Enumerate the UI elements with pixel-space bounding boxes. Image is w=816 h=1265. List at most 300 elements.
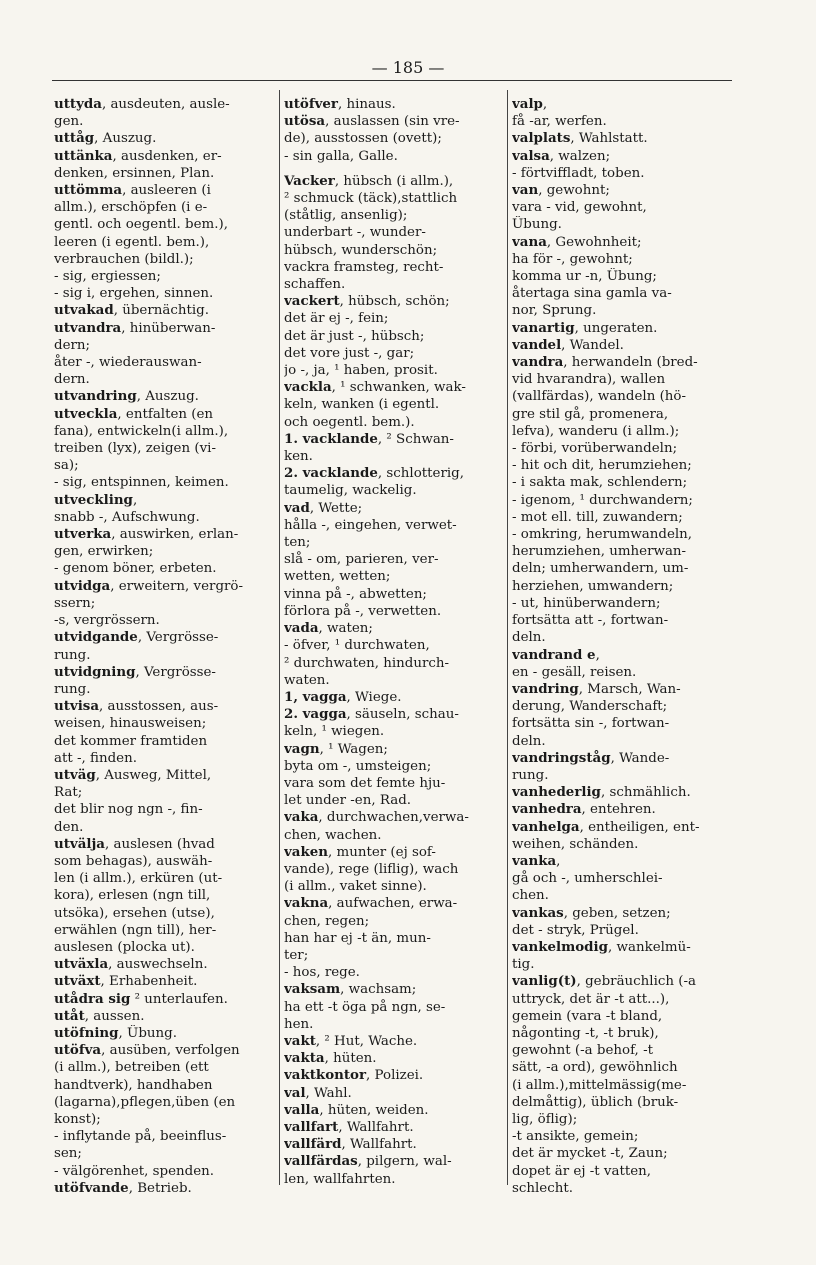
entry-text: deln. <box>512 630 546 646</box>
headword: utöfva <box>54 1042 102 1059</box>
entry-line <box>512 560 737 577</box>
entry-line <box>284 999 504 1016</box>
entry-text: allm.), erschöpfen (i e- <box>54 200 208 216</box>
entry-text: slå - om, parieren, ver- <box>284 552 439 568</box>
entry-headword-line <box>512 148 737 165</box>
entry-headword-line <box>54 767 276 784</box>
entry-headword-line <box>512 234 737 251</box>
entry-line <box>54 1094 276 1111</box>
headword: uttänka <box>54 147 113 164</box>
entry-line <box>54 784 276 801</box>
entry-text: schlecht. <box>512 1180 573 1196</box>
entry-line <box>284 913 504 930</box>
headword: vandra <box>512 354 564 371</box>
entry-text: len, wallfahrten. <box>284 1171 396 1187</box>
headword: utvälja <box>54 835 105 852</box>
entry-line <box>54 234 276 251</box>
headword: utådra sig <box>54 990 131 1007</box>
entry-text: dern. <box>54 372 90 388</box>
entry-line <box>54 595 276 612</box>
entry-line <box>512 285 737 302</box>
entry-line <box>512 922 737 939</box>
entry-text: gre stil gå, promenera, <box>512 406 669 422</box>
entry-line <box>512 509 737 526</box>
entry-text: , Wandel. <box>561 337 624 353</box>
entry-text: lig, öflig); <box>512 1111 578 1127</box>
entry-text: , auslesen (hvad <box>105 836 215 852</box>
entry-text: , auswechseln. <box>108 957 208 973</box>
entry-text: , gewohnt; <box>538 183 610 199</box>
headword: vallfärd <box>284 1136 342 1153</box>
entry-line <box>284 637 504 654</box>
entry-line <box>284 1016 504 1033</box>
entry-line <box>512 887 737 904</box>
headword: van <box>512 182 539 199</box>
entry-text: Übung. <box>512 217 562 233</box>
headword: vakta <box>284 1050 325 1067</box>
entry-headword-line <box>54 698 276 715</box>
entry-line <box>512 715 737 732</box>
headword: vaken <box>284 843 328 860</box>
entry-line <box>512 1094 737 1111</box>
entry-headword-line <box>284 113 504 130</box>
entry-text: , walzen; <box>549 148 611 164</box>
entry-text: , aussen. <box>84 1008 145 1024</box>
entry-text: - välgörenhet, spenden. <box>54 1163 215 1179</box>
entry-line <box>54 560 276 577</box>
entry-text: weisen, hinausweisen; <box>54 716 207 732</box>
entry-text: - sin galla, Galle. <box>284 148 398 164</box>
entry-line <box>54 647 276 664</box>
entry-headword-line <box>54 1042 276 1059</box>
entry-line <box>512 113 737 130</box>
entry-text: jo -, ja, ¹ haben, prosit. <box>284 363 438 379</box>
entry-text: taumelig, wackelig. <box>284 483 417 499</box>
entry-line <box>54 165 276 182</box>
entry-text: - sig, entspinnen, keimen. <box>54 475 229 491</box>
entry-line <box>512 664 737 681</box>
entry-line <box>512 836 737 853</box>
entry-text: , schmählich. <box>600 785 691 801</box>
headword: vanhelga <box>512 818 580 835</box>
entry-line <box>54 285 276 302</box>
entry-line <box>284 396 504 413</box>
entry-text: , Ausweg, Mittel, <box>95 767 212 783</box>
entry-text: - i sakta mak, schlendern; <box>512 475 688 491</box>
entry-text: vinna på -, abwetten; <box>284 586 427 602</box>
headword: valsa <box>512 147 550 164</box>
entry-headword-line <box>284 1033 504 1050</box>
entry-text: , waten; <box>318 621 373 637</box>
headword: vad <box>284 499 310 516</box>
entry-headword-line <box>54 406 276 423</box>
entry-headword-line <box>54 1008 276 1025</box>
entry-line <box>54 474 276 491</box>
entry-text: komma ur -n, Übung; <box>512 269 657 285</box>
entry-text: vid hvarandra), wallen <box>512 372 666 388</box>
entry-headword-line <box>54 492 276 509</box>
entry-text: - hit och dit, herumziehen; <box>512 458 692 474</box>
entry-line <box>284 723 504 740</box>
entry-headword-line <box>512 354 737 371</box>
entry-text: , hüten, weiden. <box>319 1102 429 1118</box>
entry-text: sen; <box>54 1146 82 1162</box>
entry-text: få -ar, werfen. <box>512 114 607 130</box>
column-1 <box>54 96 276 1197</box>
entry-text: treiben (lyx), zeigen (vi- <box>54 441 216 457</box>
entry-line <box>54 870 276 887</box>
entry-line <box>512 767 737 784</box>
entry-text: gen. <box>54 114 84 130</box>
entry-text: len (i allm.), erküren (ut- <box>54 871 223 887</box>
headword: utveckling <box>54 491 133 508</box>
headword: vandrand e <box>512 646 596 663</box>
entry-headword-line <box>284 500 504 517</box>
entry-text: erwählen (ngn till), her- <box>54 922 217 938</box>
entry-line <box>284 259 504 276</box>
entry-line <box>284 878 504 895</box>
entry-text: keln, wanken (i egentl. <box>284 397 440 413</box>
entry-line <box>284 345 504 362</box>
entry-text: - inflytande på, beeinflus- <box>54 1129 227 1145</box>
entry-text: utsöka), ersehen (utse), <box>54 905 215 921</box>
entry-text: någonting -t, -t bruk), <box>512 1025 659 1041</box>
entry-text: hålla -, eingehen, verwet- <box>284 517 457 533</box>
entry-text: , hübsch (i allm.), <box>334 173 454 189</box>
headword: valla <box>284 1101 320 1118</box>
entry-text: - sig i, ergehen, sinnen. <box>54 286 214 302</box>
entry-text: , ungeraten. <box>574 320 658 336</box>
entry-headword-line <box>54 836 276 853</box>
entry-headword-line <box>512 801 737 818</box>
entry-line <box>284 207 504 224</box>
entry-headword-line <box>512 337 737 354</box>
entry-headword-line <box>512 681 737 698</box>
entry-headword-line <box>54 1025 276 1042</box>
headword: vackert <box>284 293 340 310</box>
entry-text: en - gesäll, reisen. <box>512 664 637 680</box>
entry-headword-line <box>284 293 504 310</box>
entry-text: uttryck, det är -t att...), <box>512 991 670 1007</box>
entry-text: waten. <box>284 672 330 688</box>
entry-text: chen. <box>512 888 549 904</box>
entry-text: , Gewohnheit; <box>546 234 642 250</box>
entry-text: , hinüberwan- <box>121 320 216 336</box>
entry-text: sa); <box>54 458 79 474</box>
headword: vaka <box>284 809 319 826</box>
headword: utöfvande <box>54 1179 129 1196</box>
headword: vagn <box>284 740 320 757</box>
entry-line <box>512 1163 737 1180</box>
headword: vanartig <box>512 319 575 336</box>
entry-text: ² durchwaten, hindurch- <box>284 655 450 671</box>
entry-text: , auswirken, erlan- <box>111 527 239 543</box>
entry-headword-line <box>284 1050 504 1067</box>
entry-text: han har ej -t än, mun- <box>284 930 431 946</box>
entry-line <box>512 1077 737 1094</box>
entry-headword-line <box>512 647 737 664</box>
entry-line <box>54 1077 276 1094</box>
entry-line <box>54 801 276 818</box>
entry-line <box>284 792 504 809</box>
entry-line <box>54 354 276 371</box>
entry-text: lefva), wanderu (i allm.); <box>512 423 680 439</box>
entry-text: -s, vergrössern. <box>54 613 160 629</box>
headword: utvakad <box>54 302 114 319</box>
entry-line <box>512 956 737 973</box>
entry-text: vara som det femte hju- <box>284 775 446 791</box>
entry-text: , herwandeln (bred- <box>563 355 698 371</box>
headword: utåt <box>54 1007 85 1024</box>
entry-line <box>512 612 737 629</box>
headword: vandringståg <box>512 749 611 766</box>
entry-text: , Polizei. <box>366 1068 424 1084</box>
entry-text: ² schmuck (täck),stattlich <box>284 191 458 207</box>
entry-headword-line <box>284 844 504 861</box>
entry-headword-line <box>284 741 504 758</box>
entry-text: wetten, wetten; <box>284 569 391 585</box>
entry-text: - ut, hinüberwandern; <box>512 595 661 611</box>
entry-headword-line <box>284 689 504 706</box>
entry-line <box>284 148 504 165</box>
entry-headword-line <box>512 320 737 337</box>
entry-text: -t ansikte, gemein; <box>512 1129 639 1145</box>
entry-text: , Übung. <box>118 1025 177 1041</box>
entry-headword-line <box>54 956 276 973</box>
entry-text: - sig, ergiessen; <box>54 269 161 285</box>
entry-text: - förbi, vorüberwandeln; <box>512 441 678 457</box>
entry-line <box>512 371 737 388</box>
entry-text: , ausstossen, aus- <box>99 699 219 715</box>
headword: utväxt <box>54 973 101 990</box>
entry-text: , entheiligen, ent- <box>579 819 700 835</box>
entry-text: sätt, -a ord), gewöhnlich <box>512 1060 678 1076</box>
entry-text: , hübsch, schön; <box>339 294 450 310</box>
entry-text: det är ej -, fein; <box>284 311 389 327</box>
entry-text: (i allm., vaket sinne). <box>284 879 427 895</box>
entry-line <box>512 457 737 474</box>
entry-text: , <box>595 647 600 663</box>
entry-headword-line <box>284 895 504 912</box>
entry-text: , hüten. <box>324 1051 377 1067</box>
entry-text: , ¹ Wagen; <box>319 741 388 757</box>
entry-line <box>54 1128 276 1145</box>
entry-line <box>512 388 737 405</box>
entry-headword-line <box>54 320 276 337</box>
headword: utvisa <box>54 698 100 715</box>
headword: 2. vagga <box>284 706 347 723</box>
entry-headword-line <box>54 973 276 990</box>
entry-headword-line <box>284 1153 504 1170</box>
entry-headword-line <box>54 182 276 199</box>
entry-text: - genom böner, erbeten. <box>54 561 217 577</box>
entry-headword-line <box>284 1085 504 1102</box>
entry-text: och oegentl. bem.). <box>284 414 415 430</box>
entry-text: deln; umherwandern, um- <box>512 561 689 577</box>
entry-text: weihen, schänden. <box>512 836 639 852</box>
entry-text: , Erhabenheit. <box>100 974 198 990</box>
entry-headword-line <box>284 1136 504 1153</box>
entry-line <box>284 758 504 775</box>
headword: vakt <box>284 1032 316 1049</box>
entry-headword-line <box>512 182 737 199</box>
entry-line <box>54 819 276 836</box>
headword: utvidgning <box>54 663 136 680</box>
entry-text: denken, ersinnen, Plan. <box>54 165 215 181</box>
entry-text: , Marsch, Wan- <box>578 681 681 697</box>
entry-line <box>512 440 737 457</box>
entry-line <box>512 302 737 319</box>
entry-line <box>284 672 504 689</box>
entry-line <box>54 371 276 388</box>
entry-text: , schlotterig, <box>377 466 464 482</box>
headword: utvidga <box>54 577 111 594</box>
entry-text: Rat; <box>54 785 83 801</box>
entry-line <box>284 242 504 259</box>
entry-text: , säuseln, schau- <box>346 707 459 723</box>
headword: 2. vacklande <box>284 465 378 482</box>
entry-text: , <box>556 853 561 869</box>
entry-text: konst); <box>54 1111 101 1127</box>
entry-text: , ausüben, verfolgen <box>101 1043 240 1059</box>
entry-line <box>54 922 276 939</box>
entry-text: gemein (vara -t bland, <box>512 1008 663 1024</box>
entry-text: , <box>542 97 548 112</box>
entry-line <box>284 414 504 431</box>
column-divider-1 <box>279 90 280 1185</box>
entry-text: - igenom, ¹ durchwandern; <box>512 492 693 508</box>
entry-line <box>284 482 504 499</box>
entry-line <box>54 1059 276 1076</box>
headword: vackla <box>284 379 332 396</box>
entry-text: chen, wachen. <box>284 827 382 843</box>
entry-headword-line <box>284 1067 504 1084</box>
entry-text: vande), rege (liflig), wach <box>284 861 459 877</box>
entry-headword-line <box>284 1102 504 1119</box>
headword: vallfart <box>284 1118 339 1135</box>
entry-line <box>54 251 276 268</box>
entry-text: let under -en, Rad. <box>284 793 412 809</box>
entry-text: åter -, wiederauswan- <box>54 355 202 371</box>
entry-headword-line <box>284 706 504 723</box>
entry-line <box>512 251 737 268</box>
entry-text: - öfver, ¹ durchwaten, <box>284 638 430 654</box>
entry-text: , Wahlstatt. <box>570 131 648 147</box>
entry-line <box>512 578 737 595</box>
entry-text: , ausdenken, er- <box>112 148 222 164</box>
entry-line <box>512 423 737 440</box>
entry-text: det kommer framtiden <box>54 733 208 749</box>
headword: utösa <box>284 113 326 130</box>
entry-text: ha för -, gewohnt; <box>512 251 633 267</box>
entry-line <box>284 827 504 844</box>
entry-line <box>512 1180 737 1197</box>
headword: Vacker <box>284 172 335 189</box>
entry-line <box>284 130 504 147</box>
entry-text: , gebräuchlich (-a <box>576 974 696 990</box>
entry-line <box>284 448 504 465</box>
headword: vaktkontor <box>284 1067 367 1084</box>
entry-line <box>512 1025 737 1042</box>
entry-headword-line <box>54 130 276 147</box>
entry-text: , geben, setzen; <box>563 905 671 921</box>
entry-text: herziehen, umwandern; <box>512 578 674 594</box>
entry-headword-line <box>512 905 737 922</box>
entry-line <box>512 733 737 750</box>
entry-text: verbrauchen (bildl.); <box>54 251 194 267</box>
entry-line <box>512 1111 737 1128</box>
entry-text: , übernächtig. <box>113 303 209 319</box>
headword: valp <box>512 96 543 112</box>
entry-text: , entehren. <box>581 802 656 818</box>
headword: vakna <box>284 895 329 912</box>
entry-text: , ² Hut, Wache. <box>315 1033 418 1049</box>
entry-line <box>284 276 504 293</box>
entry-line <box>284 655 504 672</box>
entry-text: ken. <box>284 449 313 465</box>
entry-text: , entfalten (en <box>117 406 214 422</box>
entry-line <box>284 775 504 792</box>
entry-gap <box>284 165 504 173</box>
entry-text: , Wallfahrt. <box>338 1119 414 1135</box>
entry-line <box>54 750 276 767</box>
entry-text: , erweitern, vergrö- <box>110 578 244 594</box>
headword: vanlig(t) <box>512 973 577 990</box>
headword: vana <box>512 233 547 250</box>
headword: vada <box>284 620 319 637</box>
column-3 <box>512 96 737 1197</box>
entry-text: , Wette; <box>309 500 363 516</box>
entry-text: - förtviffladt, toben. <box>512 165 645 181</box>
entry-line <box>512 991 737 1008</box>
entry-headword-line <box>512 750 737 767</box>
entry-line <box>54 337 276 354</box>
entry-text: det vore just -, gar; <box>284 345 415 361</box>
headword: utvidgande <box>54 629 138 646</box>
headword: utvandra <box>54 319 122 336</box>
entry-text: ter; <box>284 947 309 963</box>
entry-text: det är just -, hübsch; <box>284 328 425 344</box>
entry-headword-line <box>54 629 276 646</box>
headword: 1. vacklande <box>284 430 378 447</box>
headword: utväg <box>54 766 96 783</box>
entry-line <box>54 715 276 732</box>
entry-text: chen, regen; <box>284 913 370 929</box>
entry-text: tig. <box>512 957 535 973</box>
entry-headword-line <box>512 96 737 113</box>
entry-headword-line <box>284 96 504 113</box>
entry-text: derung, Wanderschaft; <box>512 699 668 715</box>
column-2 <box>284 96 504 1188</box>
entry-line <box>512 1042 737 1059</box>
entry-text: snabb -, Aufschwung. <box>54 509 200 525</box>
entry-line <box>54 905 276 922</box>
entry-text: , Wande- <box>610 750 670 766</box>
entry-text: delmåttig), üblich (bruk- <box>512 1094 679 1110</box>
entry-text: - mot ell. till, zuwandern; <box>512 509 683 525</box>
entry-text: , Betrieb. <box>128 1180 192 1196</box>
entry-text: vackra framsteg, recht- <box>284 259 444 275</box>
entry-line <box>512 216 737 233</box>
entry-text: handtverk), handhaben <box>54 1077 213 1093</box>
entry-line <box>54 423 276 440</box>
entry-text: (lagarna),pflegen,üben (en <box>54 1094 236 1110</box>
headword: utvandring <box>54 388 137 405</box>
entry-line <box>54 268 276 285</box>
entry-text: den. <box>54 819 84 835</box>
entry-line <box>54 681 276 698</box>
entry-line <box>54 509 276 526</box>
